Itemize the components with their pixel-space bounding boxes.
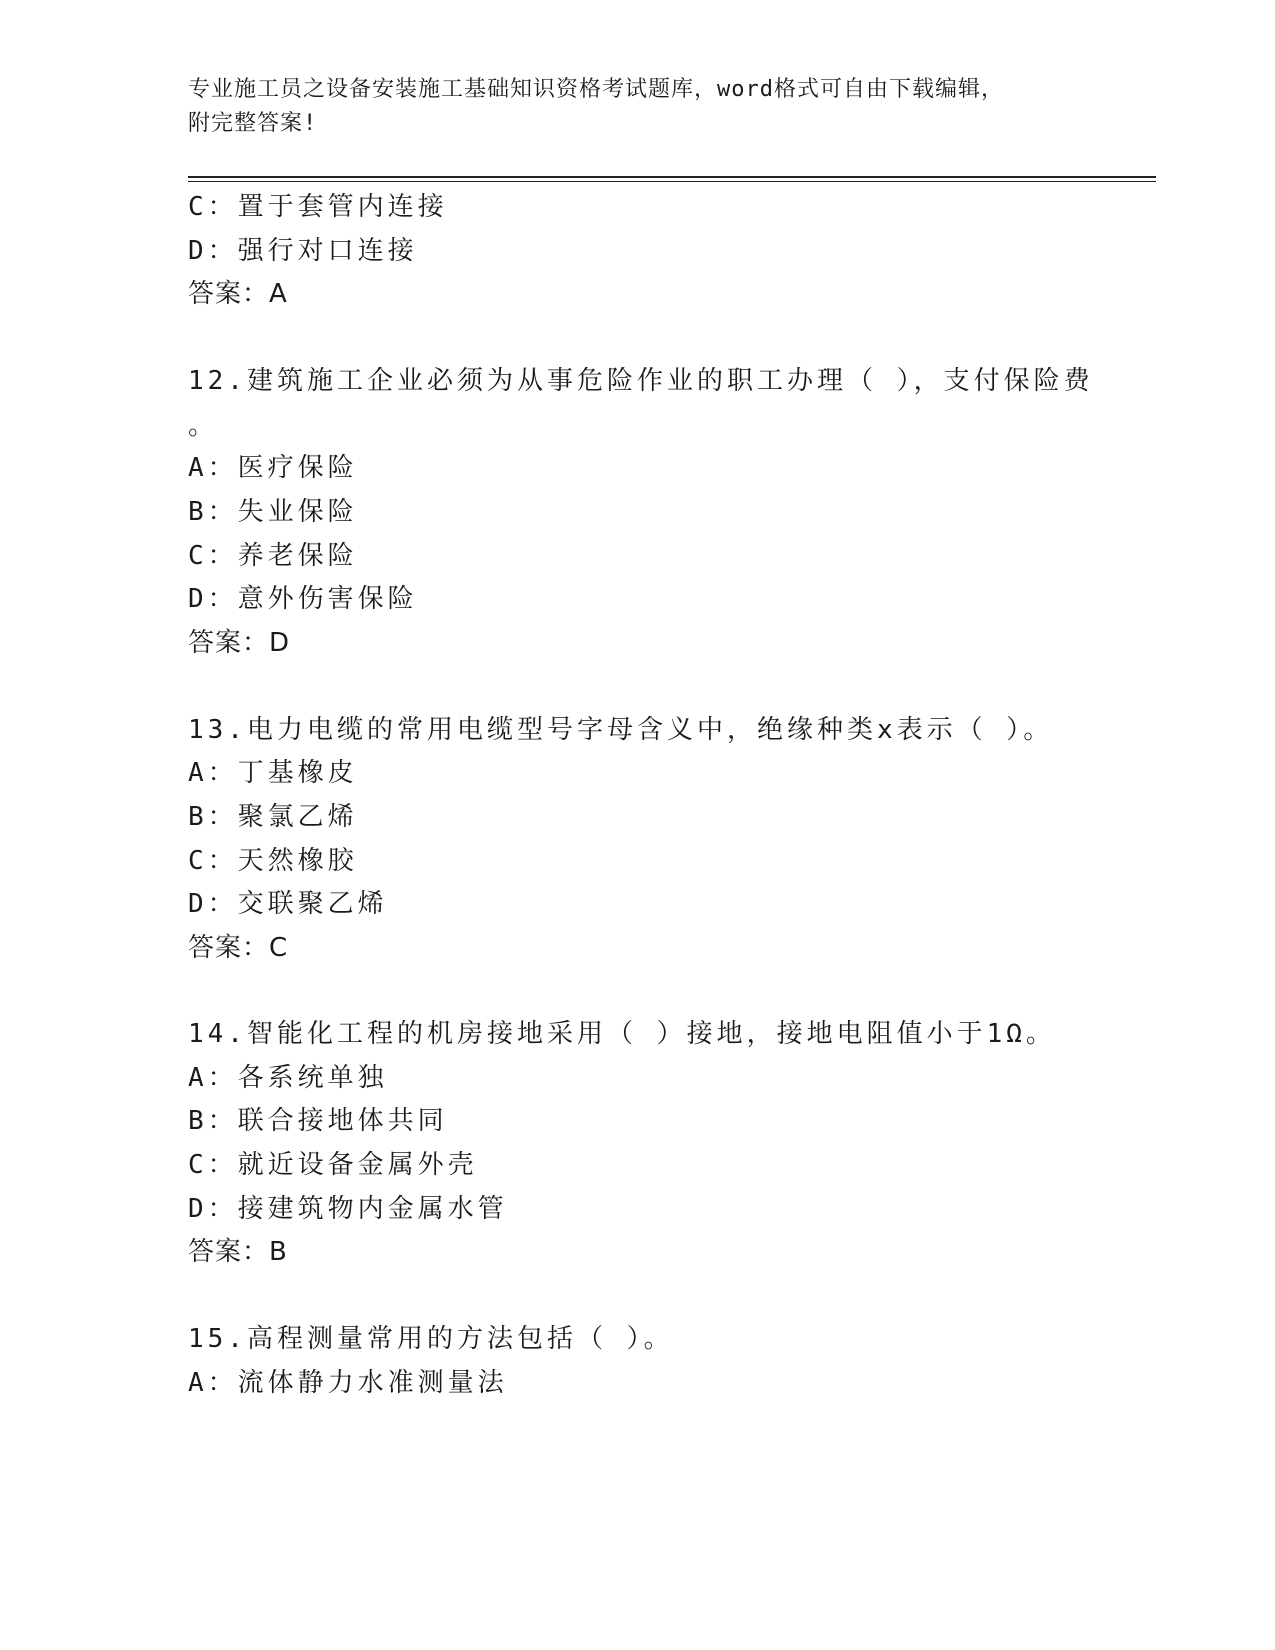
q13-option-d: D：交联聚乙烯 bbox=[188, 889, 388, 919]
header-line-2: 附完整答案! bbox=[188, 111, 318, 136]
q12-answer: 答案：D bbox=[188, 628, 291, 658]
header-rule-thick bbox=[188, 176, 1156, 178]
q12-stem: 12.建筑施工企业必须为从事危险作业的职工办理（ ），支付保险费 bbox=[188, 366, 1094, 396]
header-line-1: 专业施工员之设备安装施工基础知识资格考试题库，word格式可自由下载编辑， bbox=[188, 77, 1004, 102]
q12-option-b: B：失业保险 bbox=[188, 497, 358, 527]
q14-option-d: D：接建筑物内金属水管 bbox=[188, 1194, 508, 1224]
q14-answer: 答案：B bbox=[188, 1237, 288, 1267]
q11-option-d: D：强行对口连接 bbox=[188, 236, 418, 266]
q14-option-c: C：就近设备金属外壳 bbox=[188, 1150, 478, 1180]
q12-option-d: D：意外伤害保险 bbox=[188, 584, 418, 614]
q14-option-a: A：各系统单独 bbox=[188, 1063, 388, 1093]
q13-option-a: A：丁基橡皮 bbox=[188, 758, 358, 788]
q11-option-c: C：置于套管内连接 bbox=[188, 192, 448, 222]
q12-stem-continued: 。 bbox=[188, 411, 219, 441]
header-rule-thin bbox=[188, 181, 1156, 182]
q15-stem: 15.高程测量常用的方法包括（ ）。 bbox=[188, 1324, 674, 1354]
q11-answer: 答案：A bbox=[188, 279, 288, 309]
q15-option-a: A：流体静力水准测量法 bbox=[188, 1368, 508, 1398]
q12-option-a: A：医疗保险 bbox=[188, 453, 358, 483]
document-header bbox=[188, 73, 1088, 141]
q14-option-b: B：联合接地体共同 bbox=[188, 1106, 448, 1136]
q12-option-c: C：养老保险 bbox=[188, 541, 358, 571]
q13-answer: 答案：C bbox=[188, 933, 289, 963]
document-page bbox=[188, 0, 1168, 1650]
q13-option-b: B：聚氯乙烯 bbox=[188, 802, 358, 832]
q13-stem: 13.电力电缆的常用电缆型号字母含义中，绝缘种类x表示（ ）。 bbox=[188, 715, 1054, 745]
q14-stem: 14.智能化工程的机房接地采用（ ）接地，接地电阻值小于1Ω。 bbox=[188, 1019, 1056, 1049]
q13-option-c: C：天然橡胶 bbox=[188, 846, 358, 876]
